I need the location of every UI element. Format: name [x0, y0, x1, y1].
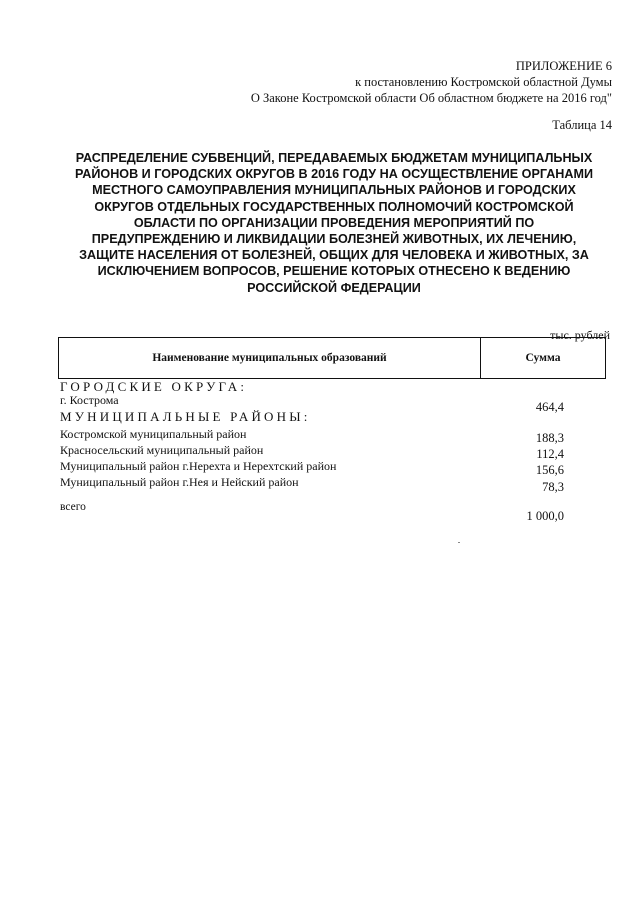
row-name: Красносельский муниципальный район [60, 443, 264, 457]
row-name: Муниципальный район г.Нерехта и Нерехтский район [60, 459, 337, 473]
appendix-label: ПРИЛОЖЕНИЕ 6 [515, 59, 612, 73]
row-value: 464,4 [535, 400, 564, 414]
title-line: РОССИЙСКОЙ ФЕДЕРАЦИИ [247, 280, 421, 295]
resolution-reference: к постановлению Костромской областной Думы [355, 75, 612, 89]
row-value: 156,6 [535, 463, 564, 477]
title-line: МЕСТНОГО САМОУПРАВЛЕНИЯ МУНИЦИПАЛЬНЫХ РАЙОНОВ И ГОРОДСКИХ [92, 183, 576, 198]
total-label: всего [60, 501, 86, 513]
section-heading-municipal-districts: МУНИЦИПАЛЬНЫЕ РАЙОНЫ: [60, 409, 311, 424]
column-header-sum: Сумма [525, 352, 561, 364]
row-value: 112,4 [536, 447, 564, 461]
units-label: тыс. рублей [550, 328, 610, 342]
title-line: РАЙОНОВ И ГОРОДСКИХ ОКРУГОВ В 2016 ГОДУ НА ОСУЩЕСТВЛЕНИЕ ОРГАНАМИ [74, 167, 594, 182]
row-value: 78,3 [542, 480, 564, 494]
row-name: Муниципальный район г.Нея и Нейский район [60, 475, 299, 489]
total-value: 1 000,0 [526, 509, 564, 523]
title-line: ОКРУГОВ ОТДЕЛЬНЫХ ГОСУДАРСТВЕННЫХ ПОЛНОМОЧИЙ КОСТРОМСКОЙ [94, 199, 574, 214]
section-heading-urban-districts: ГОРОДСКИЕ ОКРУГА: [60, 379, 248, 394]
title-line: ОБЛАСТИ ПО ОРГАНИЗАЦИИ ПРОВЕДЕНИЯ МЕРОПРИЯТИЙ ПО [133, 215, 535, 230]
scan-speck [458, 542, 460, 543]
title-line: ПРЕДУПРЕЖДЕНИЮ И ЛИКВИДАЦИИ БОЛЕЗНЕЙ ЖИВОТНЫХ, ИХ ЛЕЧЕНИЮ, [91, 232, 577, 247]
row-name: Костромской муниципальный район [60, 427, 247, 441]
law-reference: О Законе Костромской области Об областном бюджете на 2016 год" [250, 91, 612, 105]
document-title [60, 150, 608, 296]
row-value: 188,3 [535, 431, 564, 445]
table-number: Таблица 14 [552, 118, 612, 132]
row-name: г. Кострома [60, 393, 119, 407]
title-line: ИСКЛЮЧЕНИЕМ ВОПРОСОВ, РЕШЕНИЕ КОТОРЫХ ОТНЕСЕНО К ВЕДЕНИЮ [97, 264, 571, 279]
title-line: ЗАЩИТЕ НАСЕЛЕНИЯ ОТ БОЛЕЗНЕЙ, ОБЩИХ ДЛЯ ЧЕЛОВЕКА И ЖИВОТНЫХ, ЗА [79, 248, 589, 263]
column-header-name: Наименование муниципальных образований [59, 338, 481, 378]
table-header [58, 337, 606, 379]
title-line: РАСПРЕДЕЛЕНИЕ СУБВЕНЦИЙ, ПЕРЕДАВАЕМЫХ БЮДЖЕТАМ МУНИЦИПАЛЬНЫХ [75, 151, 593, 165]
